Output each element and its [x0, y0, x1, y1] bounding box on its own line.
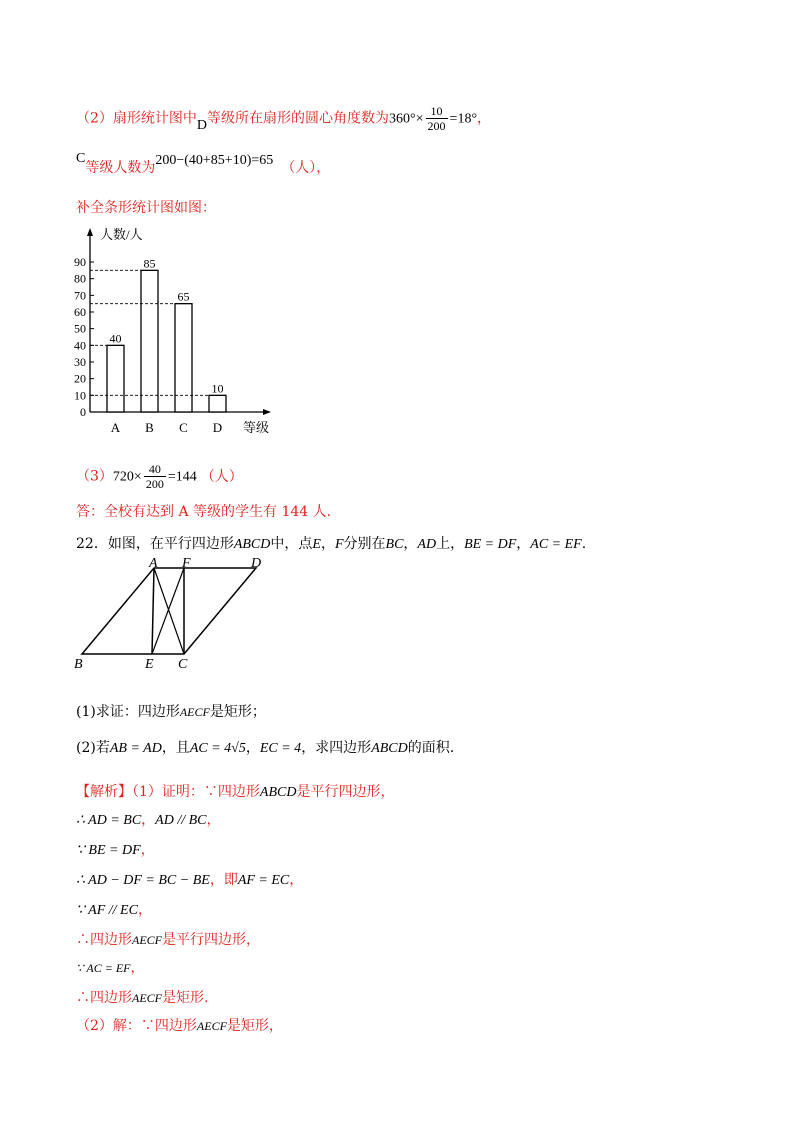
fraction: $\frac{10}{200}$	[427, 104, 446, 133]
data-label: 40	[109, 331, 122, 346]
y-tick-label: 90	[74, 255, 86, 269]
y-tick-label: 70	[74, 288, 86, 303]
solution-line-2: ∴ AD = BC，AD // BC，	[76, 812, 221, 828]
solution-line-1: 【解析】（1）证明：∵四边形ABCD是平行四边形，	[76, 784, 395, 800]
bar-B	[141, 270, 158, 412]
complete-chart-text: 补全条形统计图如图：	[76, 200, 216, 216]
label-d: D	[251, 556, 262, 571]
bar-D	[209, 395, 226, 412]
answer-text: 答：全校有达到 A 等级的学生有 144 人.	[76, 504, 332, 520]
solution-line-8: ∴四边形AECF是矩形.	[76, 990, 209, 1006]
y-tick-label: 0	[80, 405, 86, 419]
y-tick-label: 10	[74, 388, 86, 403]
solution-line-3: ∵ BE = DF，	[76, 842, 155, 858]
label-b: B	[74, 657, 83, 672]
x-axis-label: 等级	[243, 420, 270, 435]
y-tick-label: 20	[74, 371, 86, 386]
data-label: 65	[177, 289, 190, 304]
solution-line-5: ∵ AF // EC，	[76, 902, 152, 918]
y-axis-arrow	[87, 228, 93, 236]
category-label: A	[110, 420, 121, 435]
data-label: 10	[211, 381, 224, 396]
solution-line-9: （2）解：∵四边形AECF是矩形，	[76, 1018, 283, 1034]
part2-line: （2）扇形统计图中D等级所在扇形的圆心角度数为360°× $\frac{10}{200}$ =18°，	[76, 104, 492, 133]
y-tick-label: 60	[74, 305, 86, 319]
c-count-line: C等级人数为200−(40+85+10)=65 （人），	[76, 151, 331, 176]
label-e: E	[145, 657, 154, 672]
fraction: $\frac{40}{200}$	[145, 462, 164, 491]
part3-line: （3）720× $\frac{40}{200}$ =144 （人）	[76, 462, 243, 491]
q22-part2: (2)若AB = AD，且AC = 4√5，EC = 4，求四边形ABCD的面积.	[76, 740, 455, 756]
bar-chart	[60, 220, 280, 440]
category-label: B	[145, 420, 154, 435]
label-c: C	[178, 657, 188, 672]
segment-ae	[152, 568, 154, 654]
data-label: 85	[143, 256, 156, 271]
q22-part1: (1)求证：四边形AECF是矩形；	[76, 704, 266, 720]
bar-C	[175, 304, 192, 412]
parallelogram-figure	[66, 556, 286, 676]
solution-line-6: ∴四边形AECF是平行四边形，	[76, 932, 260, 948]
bar-A	[107, 345, 124, 412]
label-f: F	[182, 556, 191, 571]
solution-line-4: ∴ AD − DF = BC − BE，即AF = EC，	[76, 872, 304, 888]
q22-stem: 22．如图，在平行四边形ABCD中，点E，F分别在BC，AD上，BE = DF，AC = EF.	[76, 536, 587, 552]
category-label: C	[179, 420, 188, 435]
y-tick-label: 30	[74, 355, 86, 369]
category-label: D	[212, 420, 223, 435]
y-tick-label: 40	[74, 338, 86, 353]
x-axis-arrow	[263, 409, 271, 415]
y-axis-label: 人数/人	[100, 227, 143, 242]
label-a: A	[149, 556, 158, 571]
y-tick-label: 80	[74, 271, 86, 286]
y-tick-label: 50	[74, 321, 86, 336]
solution-line-7: ∵ AC = EF，	[76, 960, 145, 976]
